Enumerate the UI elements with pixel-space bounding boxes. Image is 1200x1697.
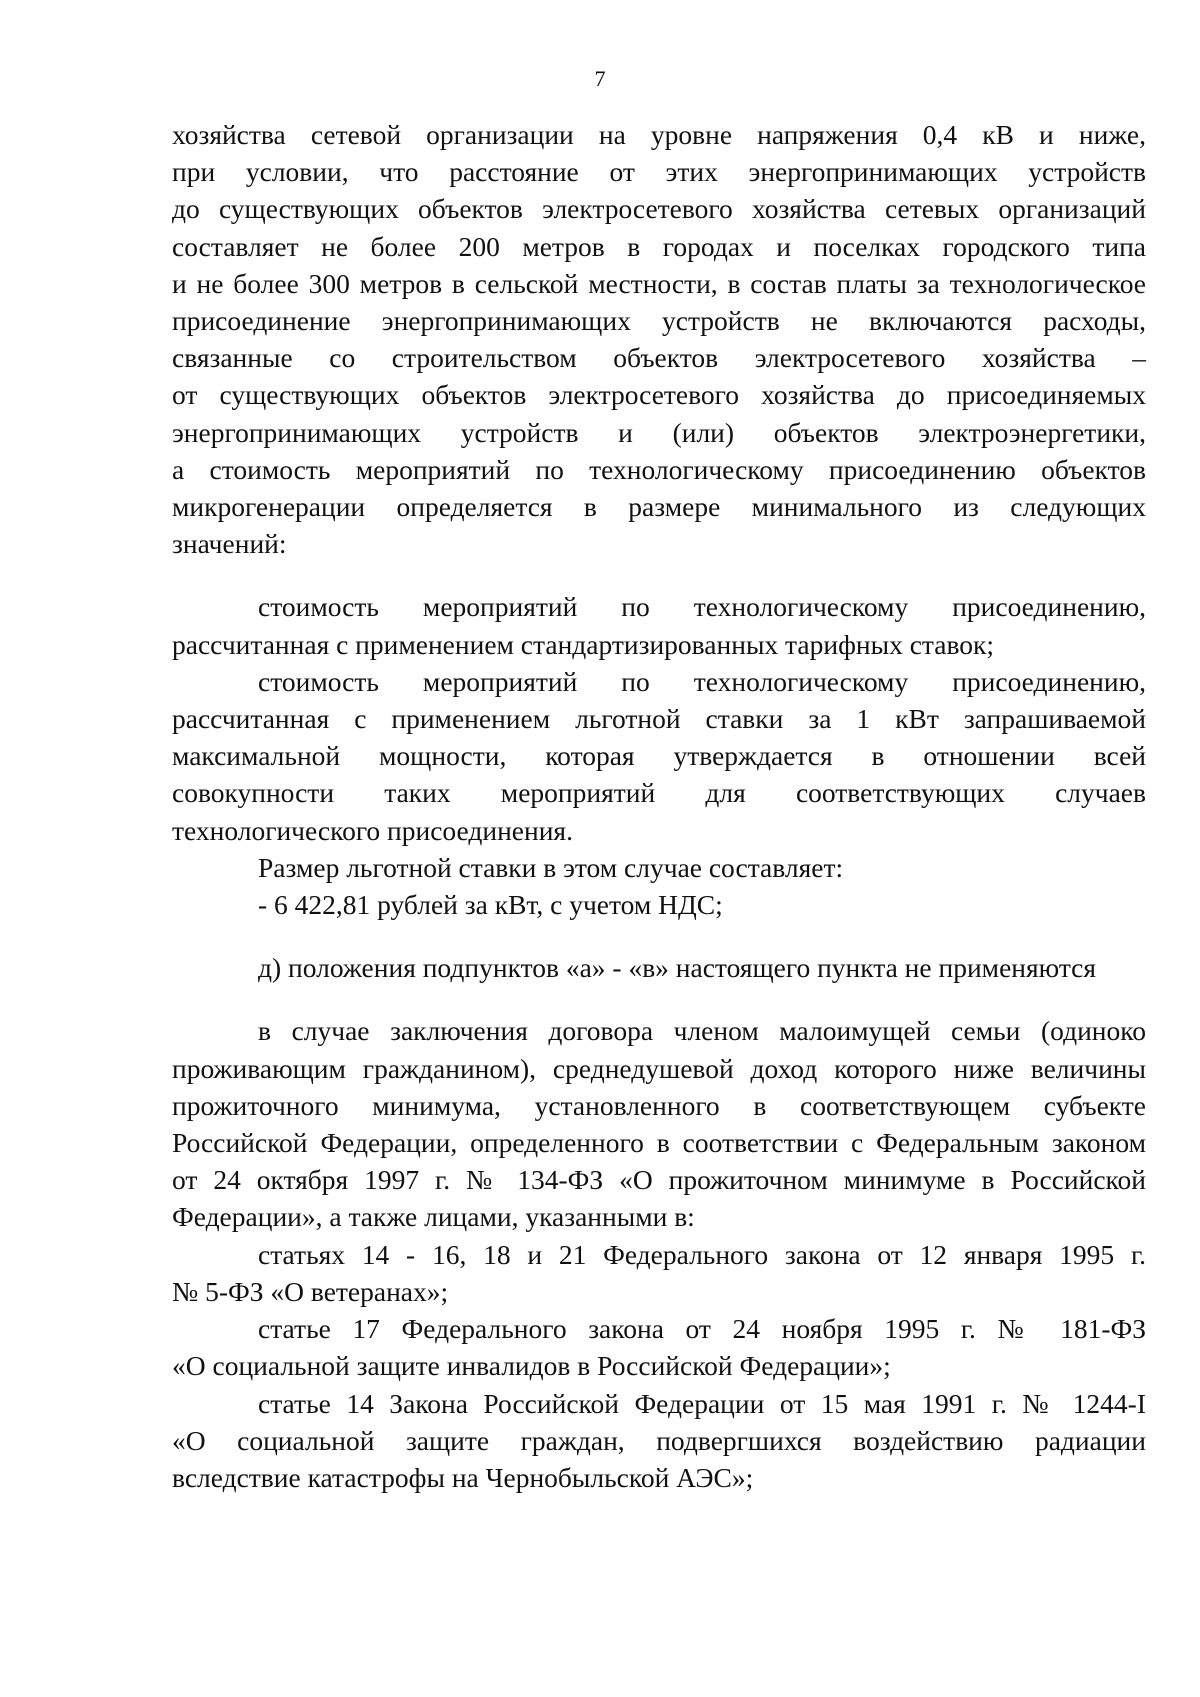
text-line: до существующих объектов электросетевого хозяйства сетевых организаций bbox=[172, 193, 1146, 225]
text-line: «О социальной защите инвалидов в Российской Федерации»; bbox=[172, 1350, 891, 1382]
paragraph-chernobyl-law bbox=[172, 1385, 1146, 1497]
paragraph-low-income bbox=[172, 1012, 1146, 1235]
text-line: в случае заключения договора членом малоимущей семьи (одиноко bbox=[258, 1015, 1146, 1047]
text-line: от существующих объектов электросетевого хозяйства до присоединяемых bbox=[172, 379, 1146, 411]
text-line: Федерации», а также лицами, указанными в: bbox=[172, 1201, 695, 1233]
text-line: а стоимость мероприятий по технологическому присоединению объектов bbox=[172, 453, 1146, 485]
text-line: - 6 422,81 рублей за кВт, с учетом НДС; bbox=[258, 889, 723, 921]
text-line: «О социальной защите граждан, подвергшихся воздействию радиации bbox=[172, 1424, 1146, 1456]
paragraph-standard-rates bbox=[172, 588, 1146, 662]
text-line: стоимость мероприятий по технологическому присоединению, bbox=[258, 591, 1146, 623]
text-line: от 24 октября 1997 г. № 134-ФЗ «О прожиточном минимуме в Российской bbox=[172, 1164, 1146, 1196]
text-line: технологического присоединения. bbox=[172, 814, 573, 846]
paragraph-subitem-d bbox=[172, 949, 1146, 986]
text-line: д) положения подпунктов «а» - «в» настоящего пункта не применяются bbox=[258, 952, 1097, 984]
text-line: хозяйства сетевой организации на уровне напряжения 0,4 кВ и ниже, bbox=[172, 119, 1146, 150]
text-line: максимальной мощности, которая утверждается в отношении всей bbox=[172, 740, 1146, 772]
text-line: рассчитанная с применением льготной ставки за 1 кВт запрашиваемой bbox=[172, 703, 1146, 735]
text-line: энергопринимающих устройств и (или) объектов электроэнергетики, bbox=[172, 416, 1146, 448]
text-line: № 5-ФЗ «О ветеранах»; bbox=[172, 1275, 449, 1307]
document-body bbox=[172, 116, 1146, 1496]
text-line: Российской Федерации, определенного в соответствии с Федеральным законом bbox=[172, 1127, 1146, 1159]
text-line: совокупности таких мероприятий для соответствующих случаев bbox=[172, 777, 1146, 809]
paragraph-intro bbox=[172, 116, 1146, 562]
paragraph-rate-size bbox=[172, 849, 1146, 886]
text-line: проживающим гражданином), среднедушевой доход которого ниже величины bbox=[172, 1052, 1146, 1084]
text-line: и не более 300 метров в сельской местности, в состав платы за технологическое bbox=[172, 267, 1146, 299]
text-line: микрогенерации определяется в размере минимального из следующих bbox=[172, 491, 1146, 523]
text-line: составляет не более 200 метров в городах и поселках городского типа bbox=[172, 230, 1146, 262]
text-line: стоимость мероприятий по технологическому присоединению, bbox=[258, 665, 1146, 697]
text-line: статьях 14 - 16, 18 и 21 Федерального закона от 12 января 1995 г. bbox=[258, 1238, 1146, 1270]
text-line: статье 14 Закона Российской Федерации от 15 мая 1991 г. № 1244-I bbox=[258, 1387, 1146, 1419]
text-line: вследствие катастрофы на Чернобыльской АЭС»; bbox=[172, 1461, 754, 1493]
text-line: статье 17 Федерального закона от 24 ноября 1995 г. № 181-ФЗ bbox=[258, 1313, 1146, 1345]
paragraph-disabled-law bbox=[172, 1310, 1146, 1384]
text-line: присоединение энергопринимающих устройств не включаются расходы, bbox=[172, 305, 1146, 337]
text-line: при условии, что расстояние от этих энергопринимающих устройств bbox=[172, 156, 1146, 188]
page-number: 7 bbox=[594, 66, 606, 91]
paragraph-veterans-law bbox=[172, 1236, 1146, 1310]
text-line: Размер льготной ставки в этом случае составляет: bbox=[258, 851, 844, 883]
text-line: значений: bbox=[172, 528, 287, 560]
paragraph-preferential-rate bbox=[172, 663, 1146, 849]
text-line: прожиточного минимума, установленного в соответствующем субъекте bbox=[172, 1089, 1146, 1121]
paragraph-rate-value bbox=[172, 886, 1146, 923]
text-line: рассчитанная с применением стандартизированных тарифных ставок; bbox=[172, 628, 995, 660]
text-line: связанные со строительством объектов электросетевого хозяйства – bbox=[172, 342, 1146, 374]
